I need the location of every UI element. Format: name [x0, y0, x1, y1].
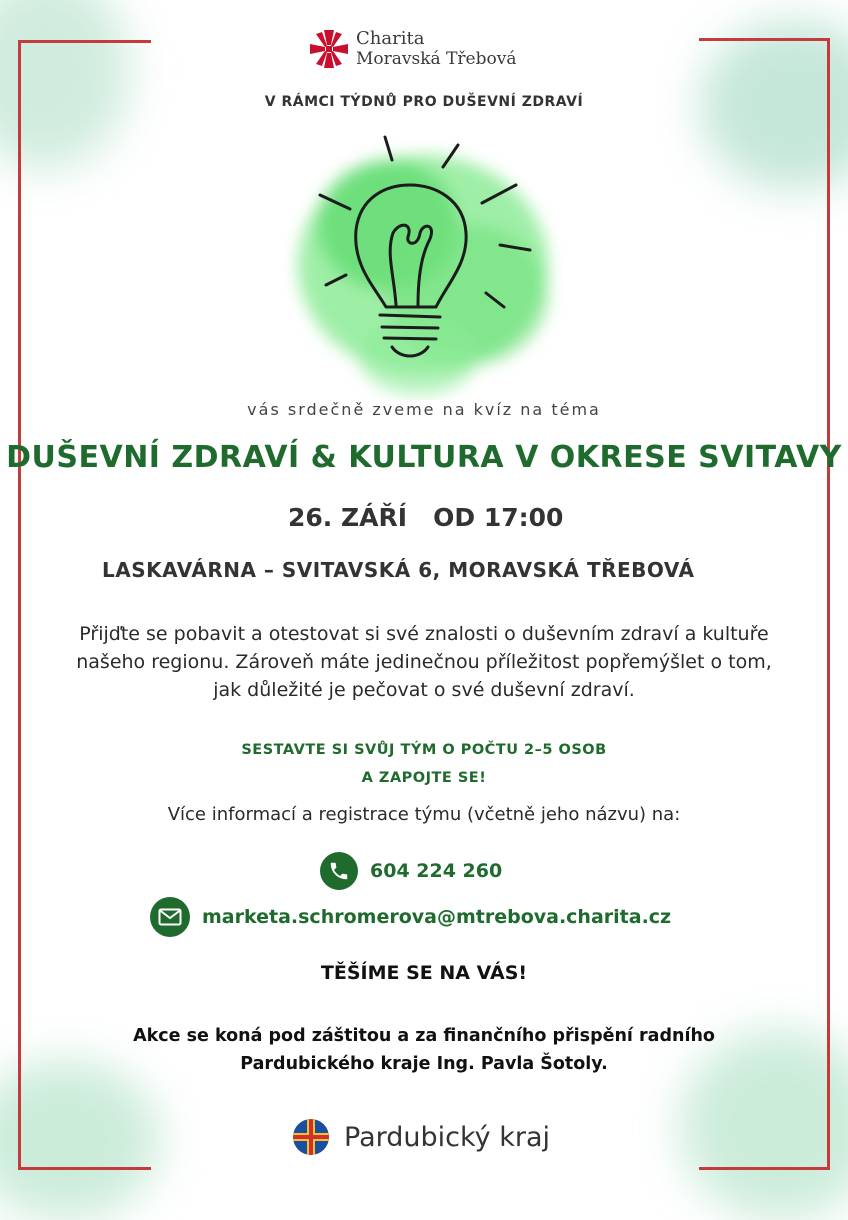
charita-logo-text [356, 29, 516, 69]
charita-cross-icon [308, 28, 350, 70]
region-name: Pardubický kraj [344, 1121, 550, 1153]
contact-email[interactable] [150, 897, 671, 937]
region-emblem-icon [292, 1118, 330, 1156]
lightbulb-illustration [268, 125, 578, 404]
event-venue: LASKAVÁRNA – SVITAVSKÁ 6, MORAVSKÁ TŘEBOVÁ [102, 558, 695, 582]
event-title: DUŠEVNÍ ZDRAVÍ & KULTURA V OKRESE SVITAVY [6, 440, 842, 475]
email-address[interactable]: marketa.schromerova@mtrebova.charita.cz [202, 906, 672, 928]
envelope-icon [150, 897, 190, 937]
green-splash [298, 155, 548, 395]
org-name-line1: Charita [356, 28, 425, 49]
more-info-text: Více informací a registrace týmu (včetně jeho názvu) na: [167, 804, 681, 825]
event-description [60, 620, 788, 704]
team-callout-line: SESTAVTE SI SVŮJ TÝM O POČTU 2–5 OSOB [241, 742, 607, 758]
event-date-time: 26. ZÁŘÍ OD 17:00 [288, 503, 564, 532]
sponsor-line: Pardubického kraje Ing. Pavla Šotoly. [240, 1054, 608, 1074]
sponsor-line: Akce se koná pod záštitou a za finančního přispění radního [133, 1026, 715, 1046]
contact-phone[interactable] [320, 852, 502, 890]
frame-left-bracket [18, 40, 151, 1170]
org-name-line2: Moravská Třebová [356, 49, 517, 69]
charita-logo [308, 28, 516, 70]
description-line: Přijďte se pobavit a otestovat si své znalosti o duševním zdraví a kultuře [79, 623, 769, 645]
description-line: jak důležité je pečovat o své duševní zdraví. [213, 679, 635, 701]
sponsor-text [0, 1022, 848, 1078]
welcome-text: TĚŠÍME SE NA VÁS! [320, 962, 528, 984]
pardubicky-kraj-logo [292, 1118, 550, 1156]
description-line: našeho regionu. Zároveň máte jedinečnou příležitost popřemýšlet o tom, [76, 651, 772, 673]
team-callout [0, 736, 848, 792]
phone-icon [320, 852, 358, 890]
team-callout-line: A ZAPOJTE SE! [361, 770, 487, 786]
invite-text: vás srdečně zveme na kvíz na téma [247, 400, 601, 419]
kicker-heading: V RÁMCI TÝDNŮ PRO DUŠEVNÍ ZDRAVÍ [264, 94, 584, 110]
phone-number[interactable]: 604 224 260 [370, 860, 503, 882]
frame-right-bracket [699, 38, 830, 1170]
